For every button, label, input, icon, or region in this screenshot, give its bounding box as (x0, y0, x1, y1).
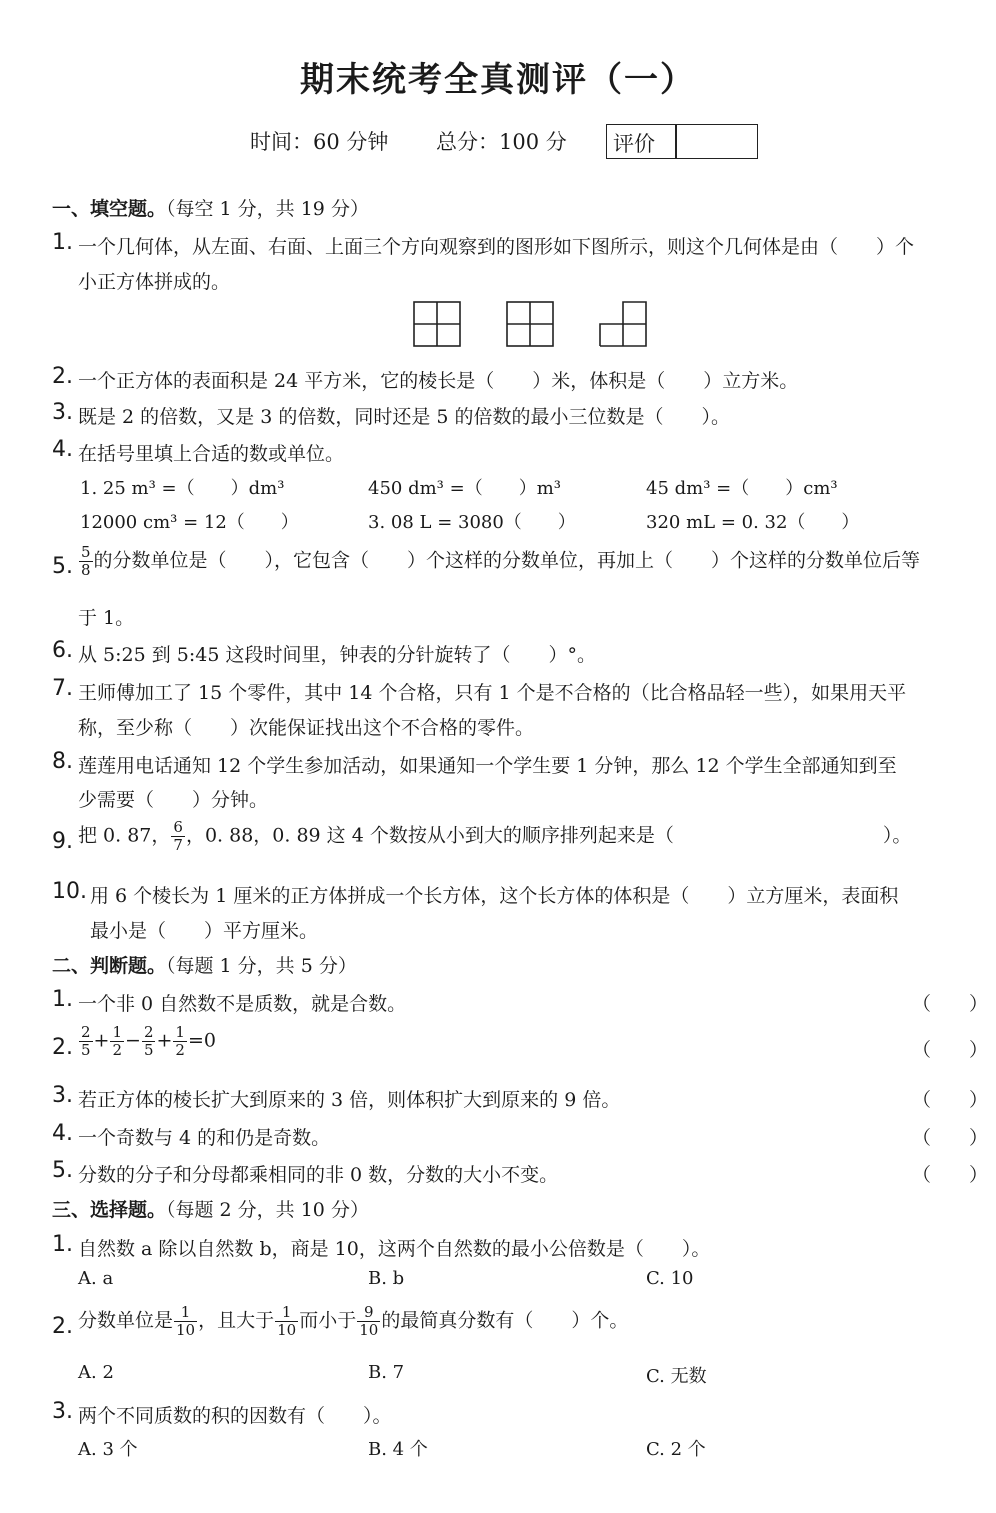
question-number: 2. (52, 1035, 73, 1060)
exam-total-score: 总分：100 分 (436, 130, 567, 154)
question-text: 分数的分子和分母都乘相同的非 0 数，分数的大小不变。 (78, 1164, 559, 1186)
question-text: 把 0. 87， $\frac{6}{7}$ ，0. 88，0. 89 这 4 个数按从小到大的顺序排列起来是（ ）。 (78, 818, 912, 854)
question-number: 1. (52, 230, 73, 255)
section-note: （每题 2 分，共 10 分） (166, 1199, 369, 1221)
page-title: 期末统考全真测评（一） (300, 60, 696, 100)
question-text: 小正方体拼成的。 (78, 271, 231, 293)
question-text: 称，至少称（ ）次能保证找出这个不合格的零件。 (78, 717, 535, 739)
fraction: $\frac{5}{8}$ (81, 543, 91, 579)
question-number: 5. (52, 1158, 73, 1183)
question-number: 3. (52, 1083, 73, 1108)
question-number: 7. (52, 676, 73, 701)
option-a[interactable]: A. 3 个 (78, 1439, 138, 1460)
question-number: 5. (52, 554, 73, 579)
section-title: 三、选择题。 (52, 1199, 167, 1221)
question-text: 自然数 a 除以自然数 b，商是 10，这两个自然数的最小公倍数是（ ）。 (78, 1238, 711, 1260)
exam-time: 时间：60 分钟 (250, 130, 389, 154)
unit-conversion-item: 1. 25 m³ =（ ）dm³ (80, 478, 285, 499)
option-b[interactable]: B. 7 (368, 1362, 405, 1383)
question-text: 于 1。 (78, 607, 135, 629)
grade-box[interactable] (606, 124, 758, 159)
option-b[interactable]: B. 4 个 (368, 1439, 428, 1460)
question-number: 3. (52, 400, 73, 425)
unit-conversion-item: 450 dm³ =（ ）m³ (368, 478, 561, 499)
question-number: 2. (52, 1314, 73, 1339)
answer-parentheses[interactable]: （ ） (912, 993, 989, 1015)
grade-label: 评价 (613, 132, 655, 156)
question-text: 王师傅加工了 15 个零件，其中 14 个合格，只有 1 个是不合格的（比合格品轻一些），如果用天平 (78, 682, 907, 704)
question-number: 1. (52, 1232, 73, 1257)
option-c[interactable]: C. 10 (646, 1268, 694, 1289)
question-text: $\frac{5}{8}$ 的分数单位是（ ），它包含（ ）个这样的分数单位，再加上（ ）个这样的分数单位后等 (81, 543, 921, 579)
unit-conversion-item: 12000 cm³ = 12（ ） (80, 512, 299, 533)
question-text: 最小是（ ）平方厘米。 (90, 920, 319, 942)
fraction: $\frac{2}{5}$ (143, 1023, 154, 1059)
section-title: 二、判断题。 (52, 955, 167, 977)
fraction: $\frac{1}{2}$ (175, 1023, 185, 1059)
question-number: 1. (52, 987, 73, 1012)
section-note: （每题 1 分，共 5 分） (166, 955, 357, 977)
fraction: $\frac{9}{10}$ (359, 1303, 379, 1339)
option-c[interactable]: C. 2 个 (646, 1439, 706, 1460)
section-judge-heading (52, 951, 357, 978)
section-note: （每空 1 分，共 19 分） (166, 198, 369, 220)
answer-parentheses[interactable]: （ ） (912, 1089, 989, 1111)
unit-conversion-item: 3. 08 L = 3080（ ） (368, 512, 576, 533)
question-number: 3. (52, 1399, 73, 1424)
option-a[interactable]: A. 2 (78, 1362, 114, 1383)
question-text: 用 6 个棱长为 1 厘米的正方体拼成一个长方体，这个长方体的体积是（ ）立方厘米，表面积 (90, 885, 899, 907)
three-views-figure (410, 298, 660, 350)
unit-conversion-item: 320 mL = 0. 32（ ） (646, 512, 860, 533)
question-text: 若正方体的棱长扩大到原来的 3 倍，则体积扩大到原来的 9 倍。 (78, 1089, 621, 1111)
question-text: 在括号里填上合适的数或单位。 (78, 443, 345, 465)
fraction: $\frac{6}{7}$ (173, 818, 183, 854)
question-text: $\frac{2}{5}$ + $\frac{1}{2}$ − $\frac{2}{5}$ + $\frac{1}{2}$ =0 (81, 1023, 216, 1059)
option-b[interactable]: B. b (368, 1268, 405, 1289)
unit-conversion-item: 45 dm³ =（ ）cm³ (646, 478, 838, 499)
fraction: $\frac{1}{10}$ (277, 1303, 297, 1339)
question-number: 4. (52, 437, 73, 462)
question-number: 9. (52, 829, 73, 854)
grade-divider (675, 125, 677, 158)
question-number: 8. (52, 749, 73, 774)
option-c[interactable]: C. 无数 (646, 1366, 707, 1387)
section-title: 一、填空题。 (52, 198, 167, 220)
fraction: $\frac{1}{2}$ (112, 1023, 123, 1059)
answer-parentheses[interactable]: （ ） (912, 1039, 989, 1061)
question-number: 6. (52, 638, 73, 663)
section-fill-heading (52, 194, 369, 221)
question-text: 一个正方体的表面积是 24 平方米，它的棱长是（ ）米，体积是（ ）立方米。 (78, 370, 799, 392)
question-number: 10. (52, 879, 87, 904)
question-text: 莲莲用电话通知 12 个学生参加活动，如果通知一个学生要 1 分钟，那么 12 个学生全部通知到至 (78, 755, 897, 777)
question-text: 少需要（ ）分钟。 (78, 789, 269, 811)
answer-parentheses[interactable]: （ ） (912, 1164, 989, 1186)
question-text: 一个奇数与 4 的和仍是奇数。 (78, 1127, 331, 1149)
answer-parentheses[interactable]: （ ） (912, 1127, 989, 1149)
question-text: 一个几何体，从左面、右面、上面三个方向观察到的图形如下图所示，则这个几何体是由（ ）个 (78, 236, 915, 258)
question-text: 从 5:25 到 5:45 这段时间里，钟表的分针旋转了（ ）°。 (78, 644, 596, 666)
question-text: 两个不同质数的积的因数有（ ）。 (78, 1405, 392, 1427)
section-choice-heading (52, 1195, 369, 1222)
question-number: 4. (52, 1121, 73, 1146)
fraction: $\frac{1}{10}$ (176, 1303, 196, 1339)
question-number: 2. (52, 364, 73, 389)
question-text: 分数单位是 $\frac{1}{10}$ ，且大于 $\frac{1}{10}$ 而小于 $\frac{9}{10}$ 的最简真分数有（ ）个。 (78, 1303, 629, 1339)
option-a[interactable]: A. a (78, 1268, 114, 1289)
question-text: 既是 2 的倍数，又是 3 的倍数，同时还是 5 的倍数的最小三位数是（ ）。 (78, 406, 731, 428)
fraction: $\frac{2}{5}$ (81, 1023, 91, 1059)
question-text: 一个非 0 自然数不是质数，就是合数。 (78, 993, 407, 1015)
